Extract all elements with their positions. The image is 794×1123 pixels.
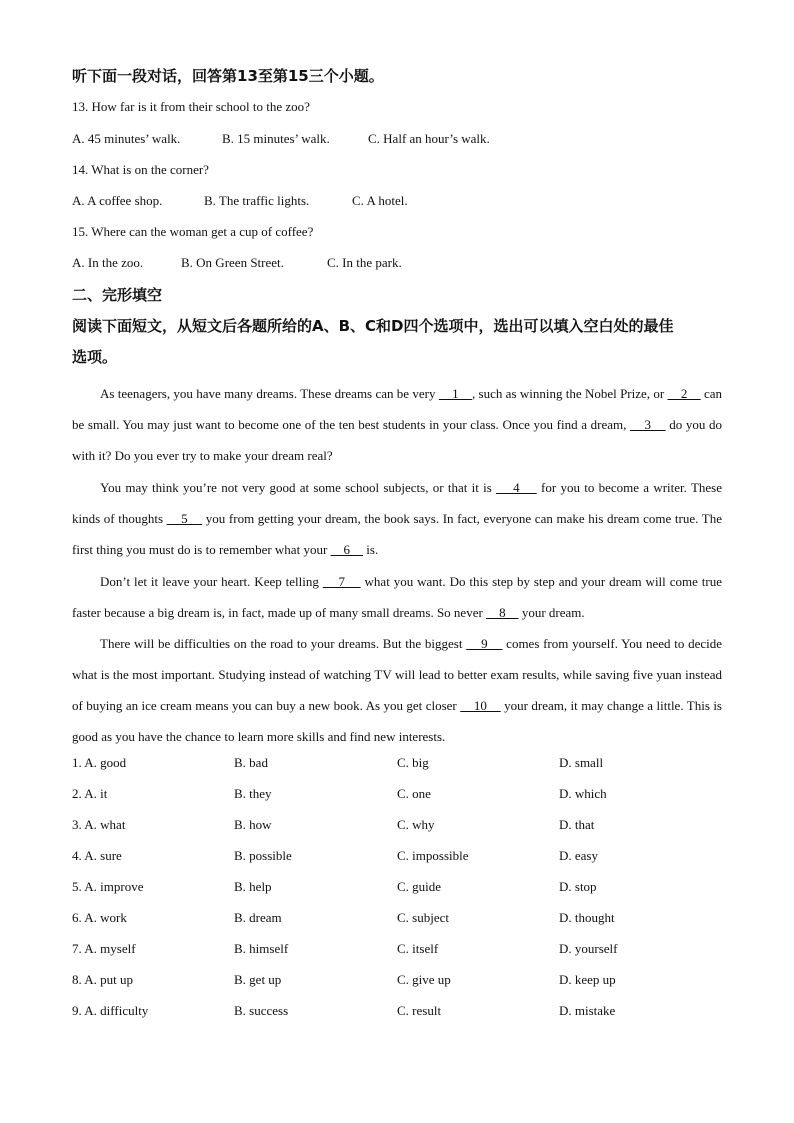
answer-option: C. result: [397, 1003, 442, 1018]
cloze-blank: 8: [486, 605, 519, 620]
answer-option: C. subject: [397, 910, 449, 925]
cloze-blank: 2: [667, 386, 701, 401]
answer-option: D. yourself: [559, 941, 618, 956]
answer-option: B. they: [234, 786, 272, 801]
answer-option: 8. A. put up: [72, 972, 134, 987]
option-b: B. On Green Street.: [181, 255, 284, 270]
answer-option: B. help: [234, 879, 272, 894]
answer-option: C. big: [397, 755, 429, 770]
cloze-instruction-line2: 选项。: [72, 348, 118, 366]
option-b: B. The traffic lights.: [204, 193, 310, 208]
passage-paragraph: Don’t let it leave your heart. Keep telling 7 what you want. Do this step by step and your dream will come true faster because a big dream is, in fact, made up of many small dreams. So never 8 your dream.: [72, 574, 722, 620]
answer-option: D. mistake: [559, 1003, 616, 1018]
answer-option: C. give up: [397, 972, 451, 987]
answer-option: D. small: [559, 755, 604, 770]
answer-option: 3. A. what: [72, 817, 126, 832]
option-a: A. 45 minutes’ walk.: [72, 131, 181, 146]
answer-option: D. stop: [559, 879, 597, 894]
option-b: B. 15 minutes’ walk.: [222, 131, 330, 146]
option-c: C. Half an hour’s walk.: [368, 131, 490, 146]
question-14: 14. What is on the corner?: [72, 162, 209, 177]
answer-option: C. itself: [397, 941, 439, 956]
cloze-blank: 5: [166, 511, 203, 526]
answer-option: B. possible: [234, 848, 292, 863]
passage-paragraph: As teenagers, you have many dreams. These dreams can be very 1 , such as winning the Nobel Prize, or 2 can be small. You may just want to become one of the ten best students in your class. Once you find a dream, 3 do you do with it? Do you ever try to make your dream real?: [72, 386, 723, 463]
option-a: A. In the zoo.: [72, 255, 144, 270]
question-13-options: [72, 130, 490, 148]
answer-option: B. dream: [234, 910, 282, 925]
option-c: C. A hotel.: [352, 193, 408, 208]
answer-option: D. that: [559, 817, 595, 832]
answer-option: 1. A. good: [72, 755, 127, 770]
answer-option: D. keep up: [559, 972, 616, 987]
cloze-blank: 3: [630, 417, 666, 432]
question-15: 15. Where can the woman get a cup of coffee?: [72, 224, 314, 239]
answer-option: C. one: [397, 786, 431, 801]
option-c: C. In the park.: [327, 255, 402, 270]
question-14-options: [72, 192, 408, 210]
cloze-instruction-line1: 阅读下面短文，从短文后各题所给的A、B、C和D四个选项中，选出可以填入空白处的最佳: [72, 317, 674, 335]
answer-option: 7. A. myself: [72, 941, 136, 956]
listening-instruction: 听下面一段对话，回答第13至第15三个小题。: [72, 67, 384, 85]
cloze-blank: 7: [322, 574, 361, 589]
question-13: 13. How far is it from their school to the zoo?: [72, 99, 310, 114]
cloze-blank: 10: [460, 698, 501, 713]
passage-paragraph: You may think you’re not very good at some school subjects, or that it is 4 for you to become a writer. These kinds of thoughts 5 you from getting your dream, the book says. In fact, everyone can make his dream come true. The first thing you must do is to remember what your 6 is.: [72, 480, 722, 557]
answer-option: D. easy: [559, 848, 598, 863]
answer-option: 9. A. difficulty: [72, 1003, 149, 1018]
answer-option: B. get up: [234, 972, 282, 987]
answer-option: C. guide: [397, 879, 442, 894]
answer-option: D. which: [559, 786, 607, 801]
option-a: A. A coffee shop.: [72, 193, 163, 208]
answer-option: C. why: [397, 817, 435, 832]
question-15-options: [72, 254, 402, 272]
answer-option: B. bad: [234, 755, 268, 770]
answer-option: C. impossible: [397, 848, 469, 863]
answer-option: 2. A. it: [72, 786, 108, 801]
answer-option: 6. A. work: [72, 910, 127, 925]
answer-option: B. himself: [234, 941, 289, 956]
answer-option: 5. A. improve: [72, 879, 144, 894]
answer-option: 4. A. sure: [72, 848, 122, 863]
cloze-blank: 1: [438, 386, 472, 401]
cloze-blank: 4: [496, 480, 537, 495]
cloze-blank: 6: [330, 542, 364, 557]
cloze-blank: 9: [466, 636, 503, 651]
answer-option: D. thought: [559, 910, 615, 925]
section-title: 二、完形填空: [72, 286, 163, 304]
answer-option: B. success: [234, 1003, 289, 1018]
answer-option: B. how: [234, 817, 272, 832]
passage-paragraph: There will be difficulties on the road to your dreams. But the biggest 9 comes from yourself. You need to decide what is the most important. Studying instead of watching TV will lead to better exam results, while saving five yuan instead of buying an ice cream means you can buy a new book. As you get closer 10 your dream, it may change a little. This is good as you have the chance to learn more skills and find new interests.: [72, 636, 723, 744]
